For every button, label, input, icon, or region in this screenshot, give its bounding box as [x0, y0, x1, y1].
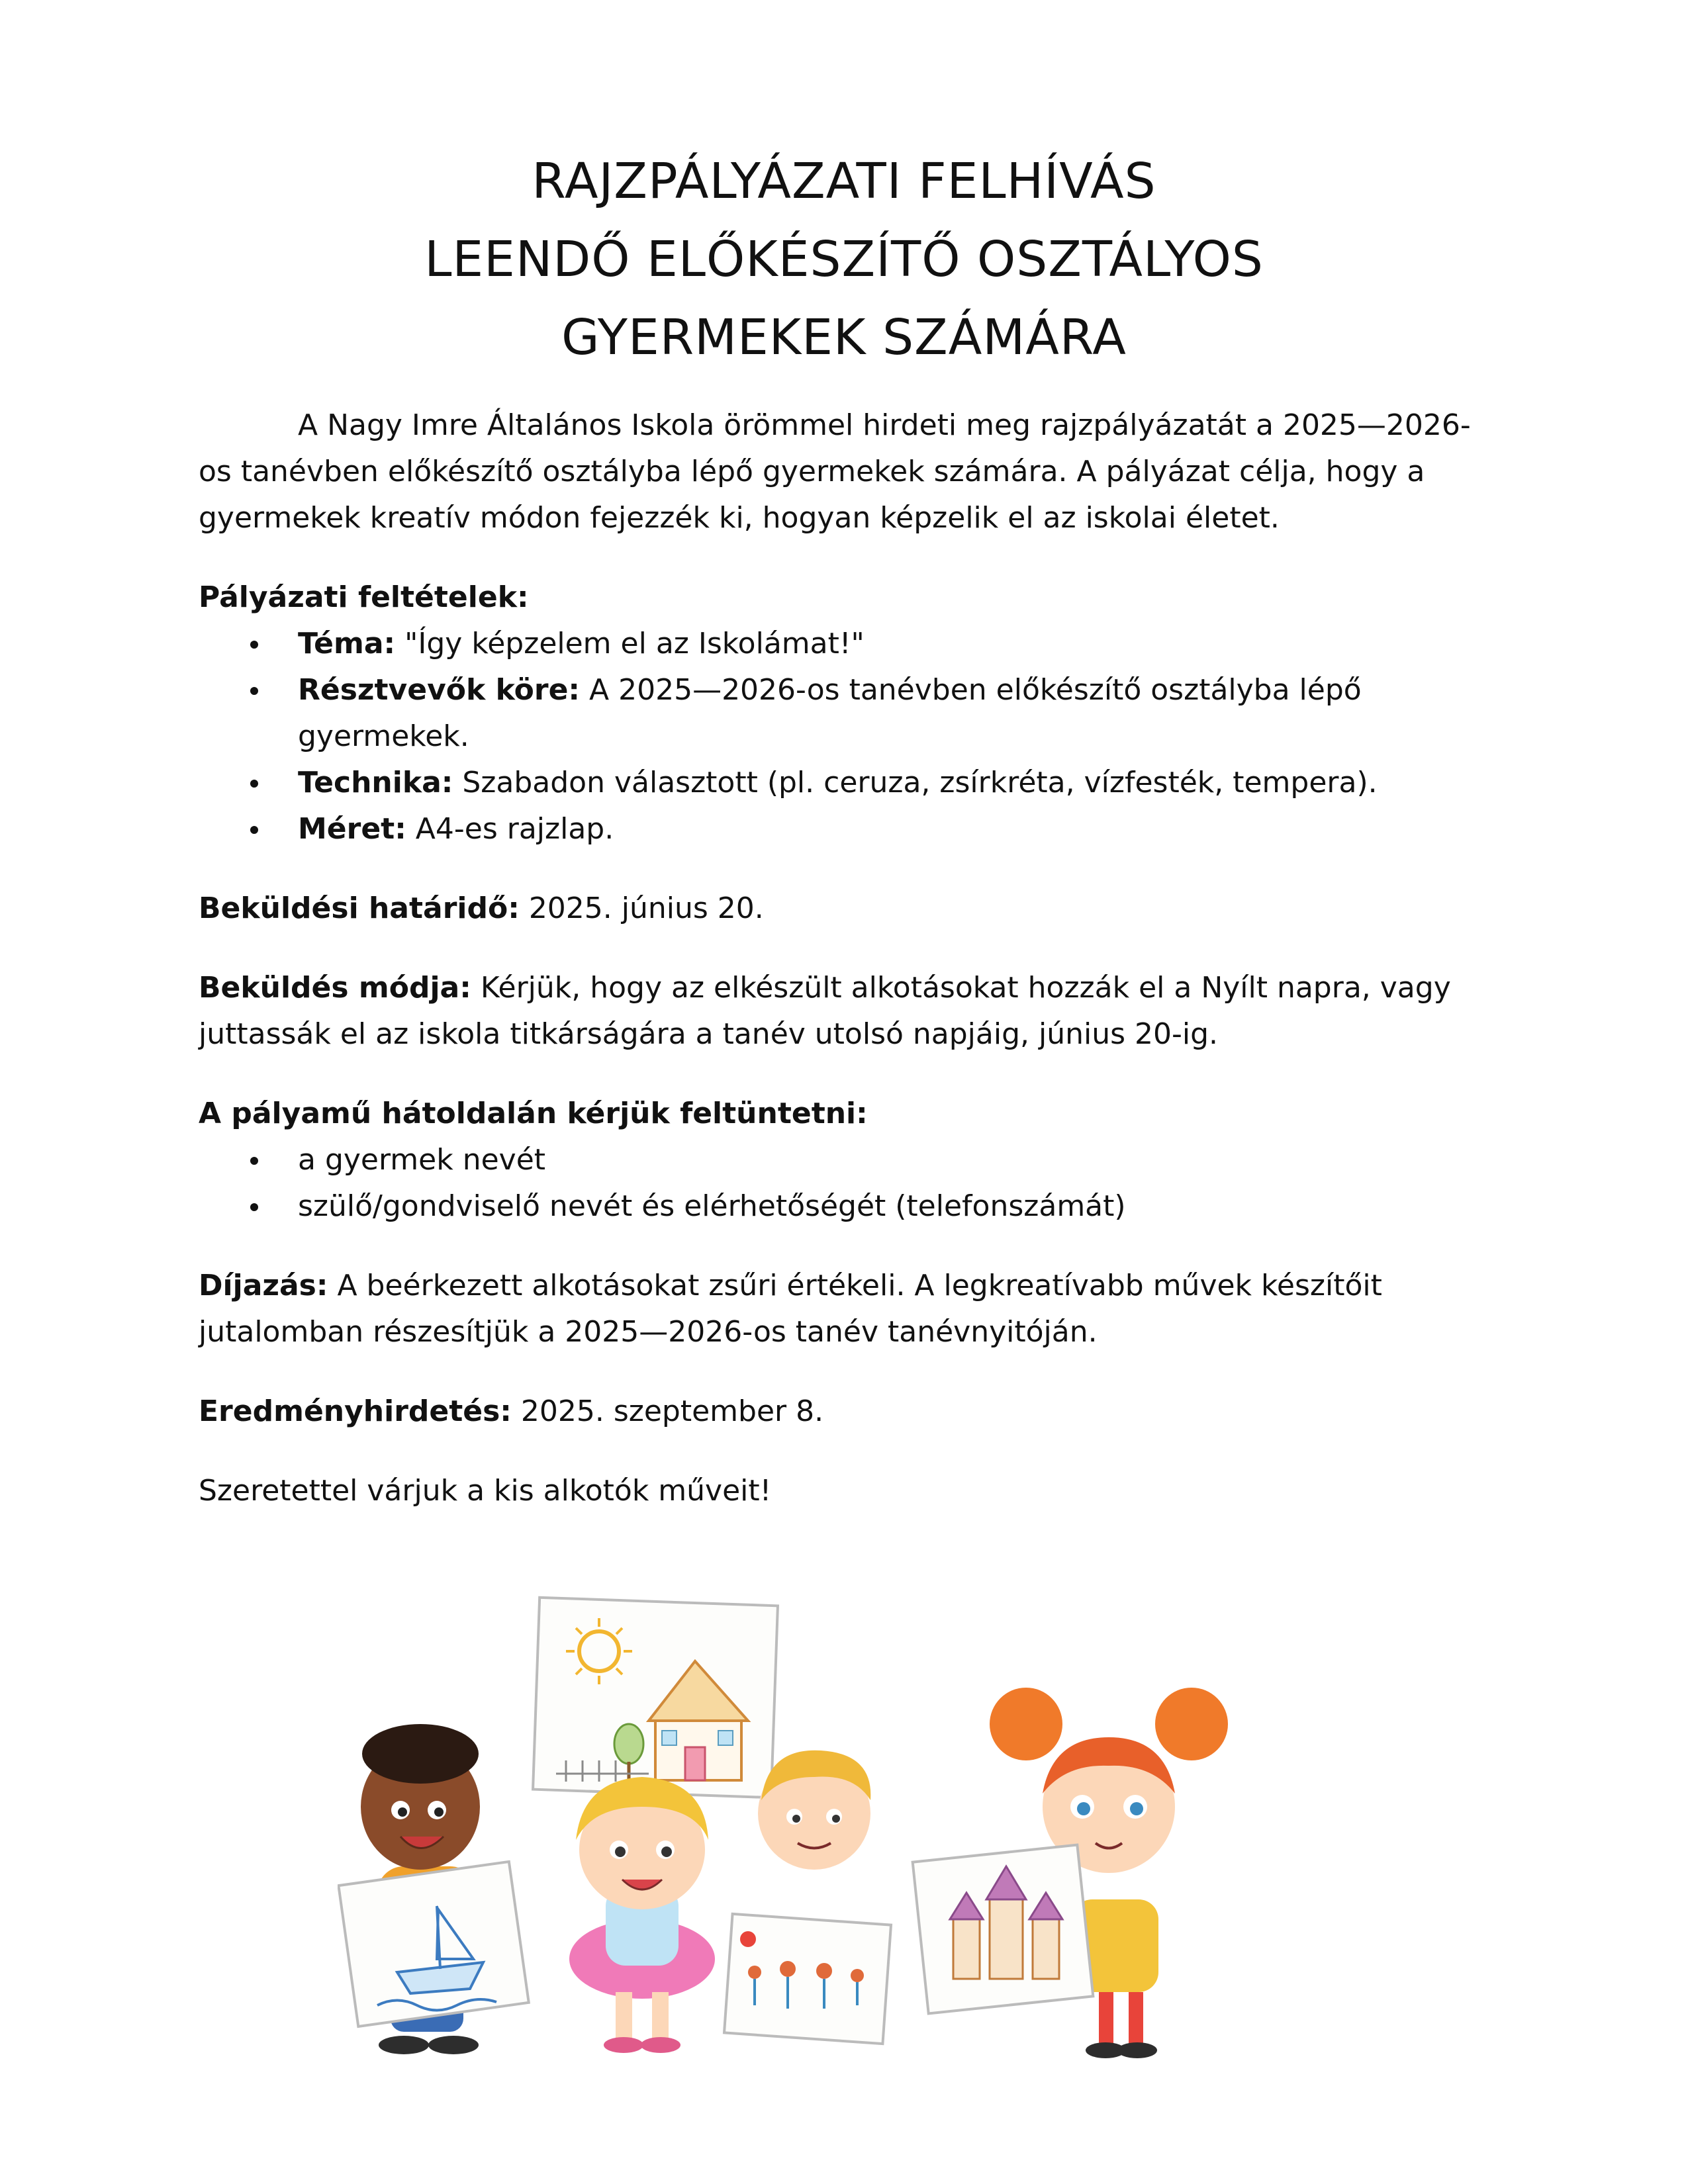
title-line-3: GYERMEKEK SZÁMÁRA — [561, 309, 1127, 366]
backside-heading: A pályamű hátoldalán kérjük feltüntetni: — [199, 1097, 868, 1130]
results-label: Eredményhirdetés: — [199, 1394, 512, 1428]
list-item — [199, 1183, 1496, 1230]
method-paragraph — [199, 965, 1496, 1058]
condition-text: A 2025—2026-os tanévben előkészítő osztályba lépő gyermekek. — [298, 673, 1362, 753]
house-drawing — [533, 1598, 778, 1797]
castle-drawing — [913, 1845, 1094, 2014]
backside-list — [199, 1137, 1496, 1230]
award-paragraph — [199, 1263, 1496, 1355]
closing-line: Szeretettel várjuk a kis alkotók műveit! — [199, 1474, 772, 1508]
intro-paragraph: A Nagy Imre Általános Iskola örömmel hirdeti meg rajzpályázatát a 2025—2026-os tanévben előkészítő osztályba lépő gyermekek számára. A pályázat célja, hogy a gyermekek kreatív módon fejezzék ki, hogyan képzelik el az iskolai életet. — [199, 408, 1471, 535]
list-item — [199, 621, 1496, 667]
bullet-icon — [250, 1203, 258, 1211]
list-item — [199, 1137, 1496, 1183]
conditions-heading: Pályázati feltételek: — [199, 580, 529, 614]
condition-text: A4-es rajzlap. — [406, 812, 614, 846]
list-item — [199, 806, 1496, 852]
condition-label: Téma: — [298, 627, 396, 660]
bullet-icon — [250, 641, 258, 649]
boat-drawing — [338, 1862, 528, 2026]
condition-label: Technika: — [298, 766, 453, 799]
bullet-icon — [250, 780, 258, 788]
condition-text: "Így képzelem el az Iskolámat!" — [395, 627, 865, 660]
award-label: Díjazás: — [199, 1269, 328, 1302]
boy-right — [758, 1751, 870, 1870]
page-title — [0, 142, 1688, 377]
backside-item: a gyermek nevét — [298, 1143, 546, 1177]
girl-middle — [569, 1777, 715, 2053]
bullet-icon — [250, 1157, 258, 1165]
method-text: Kérjük, hogy az elkészült alkotásokat hozzák el a Nyílt napra, vagy juttassák el az iskola titkárságára a tanév utolsó napjáig, június 20-ig. — [199, 971, 1451, 1051]
method-label: Beküldés módja: — [199, 971, 471, 1005]
condition-label: Méret: — [298, 812, 406, 846]
deadline-text: 2025. június 20. — [519, 891, 764, 925]
list-item — [199, 760, 1496, 806]
backside-item: szülő/gondviselő nevét és elérhetőségét (telefonszámát) — [298, 1189, 1126, 1223]
conditions-list — [199, 621, 1496, 852]
condition-text: Szabadon választott (pl. ceruza, zsírkréta, vízfesték, tempera). — [453, 766, 1378, 799]
results-paragraph — [199, 1388, 1496, 1435]
deadline-label: Beküldési határidő: — [199, 891, 520, 925]
condition-label: Résztvevők köre: — [298, 673, 581, 707]
award-text: A beérkezett alkotásokat zsűri értékeli. A legkreatívabb művek készítőit jutalomban részesítjük a 2025—2026-os tanév tanévnyitóján. — [199, 1269, 1382, 1349]
bullet-icon — [250, 826, 258, 834]
children-drawings-illustration — [338, 1588, 1238, 2065]
results-text: 2025. szeptember 8. — [511, 1394, 824, 1428]
deadline-paragraph — [199, 886, 1496, 932]
bullet-icon — [250, 687, 258, 695]
list-item — [199, 667, 1496, 760]
title-line-2: LEENDŐ ELŐKÉSZÍTŐ OSZTÁLYOS — [424, 231, 1264, 288]
family-drawing — [724, 1914, 891, 2044]
title-line-1: RAJZPÁLYÁZATI FELHÍVÁS — [532, 153, 1156, 210]
document-body — [199, 402, 1496, 1514]
